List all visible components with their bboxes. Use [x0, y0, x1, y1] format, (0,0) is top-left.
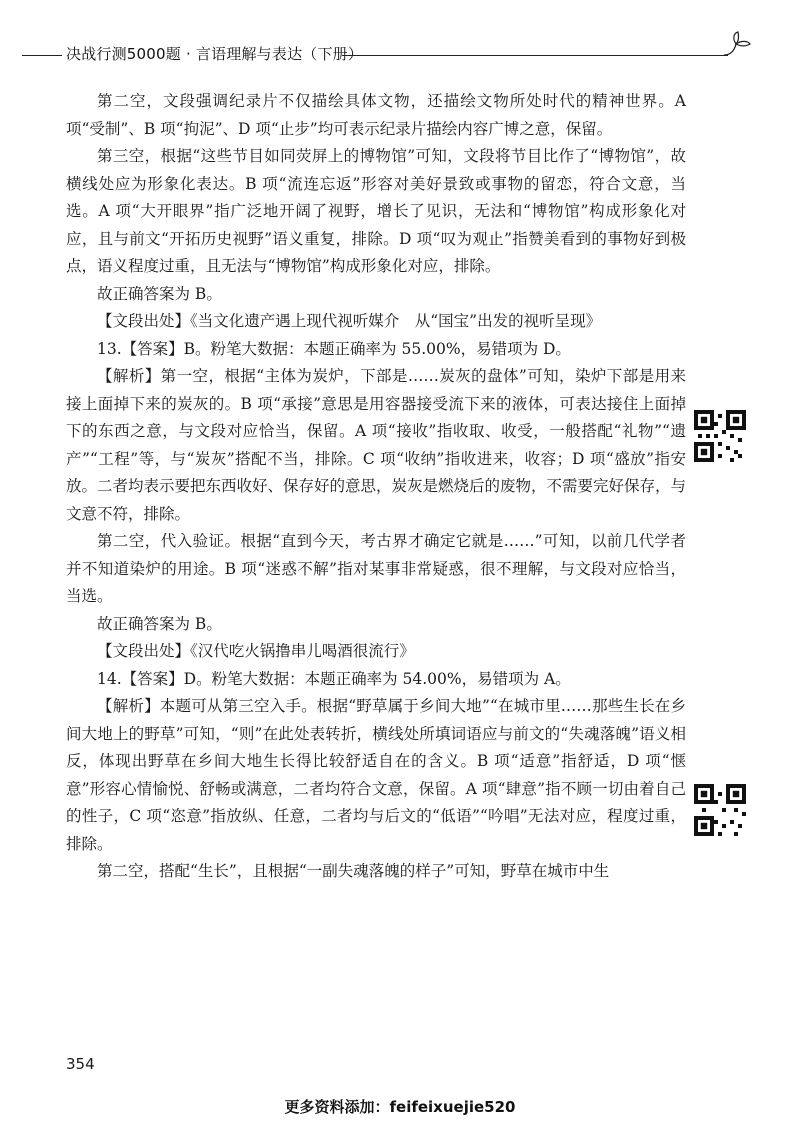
header-rule-left: [22, 55, 62, 56]
qr-code-icon[interactable]: [694, 410, 746, 462]
paragraph: 第二空，代入验证。根据“直到今天，考古界才确定它就是……”可知，以前几代学者并不知道染炉的用途。B 项“迷惑不解”指对某事非常疑惑，很不理解，与文段对应恰当，当选。: [66, 532, 686, 605]
paragraph: 第二空，搭配“生长”，且根据“一副失魂落魄的样子”可知，野草在城市中生: [97, 862, 610, 880]
leaf-ornament-icon: [720, 30, 756, 60]
qr-code-icon[interactable]: [694, 784, 746, 836]
header-rule-right: [342, 55, 728, 56]
analysis-paragraph: 【解析】第一空，根据“主体为炭炉，下部是……炭灰的盘体”可知，染炉下部是用来接上面掉下来的炭灰的。B 项“承接”意思是用容器接受流下来的液体，可表达接住上面掉下的东西之意，与文段对应恰当，保留。A 项“接收”指收取、收受，一般搭配“礼物”“遗产”“工程”等，与“炭灰”搭配不当，排除。C 项“收纳”指收进来，收容；D 项“盛放”指安放。二者均表示要把东西收好、保存好的意思，炭灰是燃烧后的废物，不需要完好保存，与文意不符，排除。: [66, 367, 687, 523]
answer-line: 14.【答案】D。粉笔大数据：本题正确率为 54.00%，易错项为 A。: [97, 669, 571, 688]
answer-explanation-body: [66, 88, 686, 886]
running-header: [0, 38, 800, 68]
source-citation: 【文段出处】《当文化遗产遇上现代视听媒介 从“国宝”出发的视听呈现》: [97, 312, 602, 330]
paragraph: 第二空，文段强调纪录片不仅描绘具体文物，还描绘文物所处时代的精神世界。A 项“受制”、B 项“拘泥”、D 项“止步”均可表示纪录片描绘内容广博之意，保留。: [66, 92, 686, 138]
paragraph: 故正确答案为 B。: [97, 614, 222, 633]
answer-line: 13.【答案】B。粉笔大数据：本题正确率为 55.00%，易错项为 D。: [97, 339, 571, 358]
footer-note: 更多资料添加：feifeixuejie520: [284, 1098, 516, 1116]
paragraph: 第三空，根据“这些节目如同荧屏上的博物馆”可知，文段将节目比作了“博物馆”，故横线处应为形象化表达。B 项“流连忘返”形容对美好景致或事物的留恋，符合文意，当选。A 项“大开眼界”指广泛地开阔了视野，增长了见识，无法和“博物馆”构成形象化对应，且与前文“开拓历史视野”语义重复，排除。D 项“叹为观止”指赞美看到的事物好到极点，语义程度过重，且无法与“博物馆”构成形象化对应，排除。: [66, 147, 686, 275]
book-title: 决战行测5000题 · 言语理解与表达（下册）: [66, 45, 364, 63]
paragraph: 故正确答案为 B。: [97, 284, 222, 303]
page-number: 354: [66, 1055, 95, 1073]
analysis-paragraph: 【解析】本题可从第三空入手。根据“野草属于乡间大地”“在城市里……那些生长在乡间大地上的野草”可知，“则”在此处表转折，横线处所填词语应与前文的“失魂落魄”语义相反，体现出野草在乡间大地生长得比较舒适自在的含义。B 项“适意”指舒适，D 项“惬意”形容心情愉悦、舒畅或满意，二者均符合文意，保留。A 项“肆意”指不顾一切由着自己的性子，C 项“恣意”指放纵、任意，二者均与后文的“低语”“吟唱”无法对应，程度过重，排除。: [66, 697, 686, 853]
source-citation: 【文段出处】《汉代吃火锅撸串儿喝酒很流行》: [97, 642, 415, 660]
